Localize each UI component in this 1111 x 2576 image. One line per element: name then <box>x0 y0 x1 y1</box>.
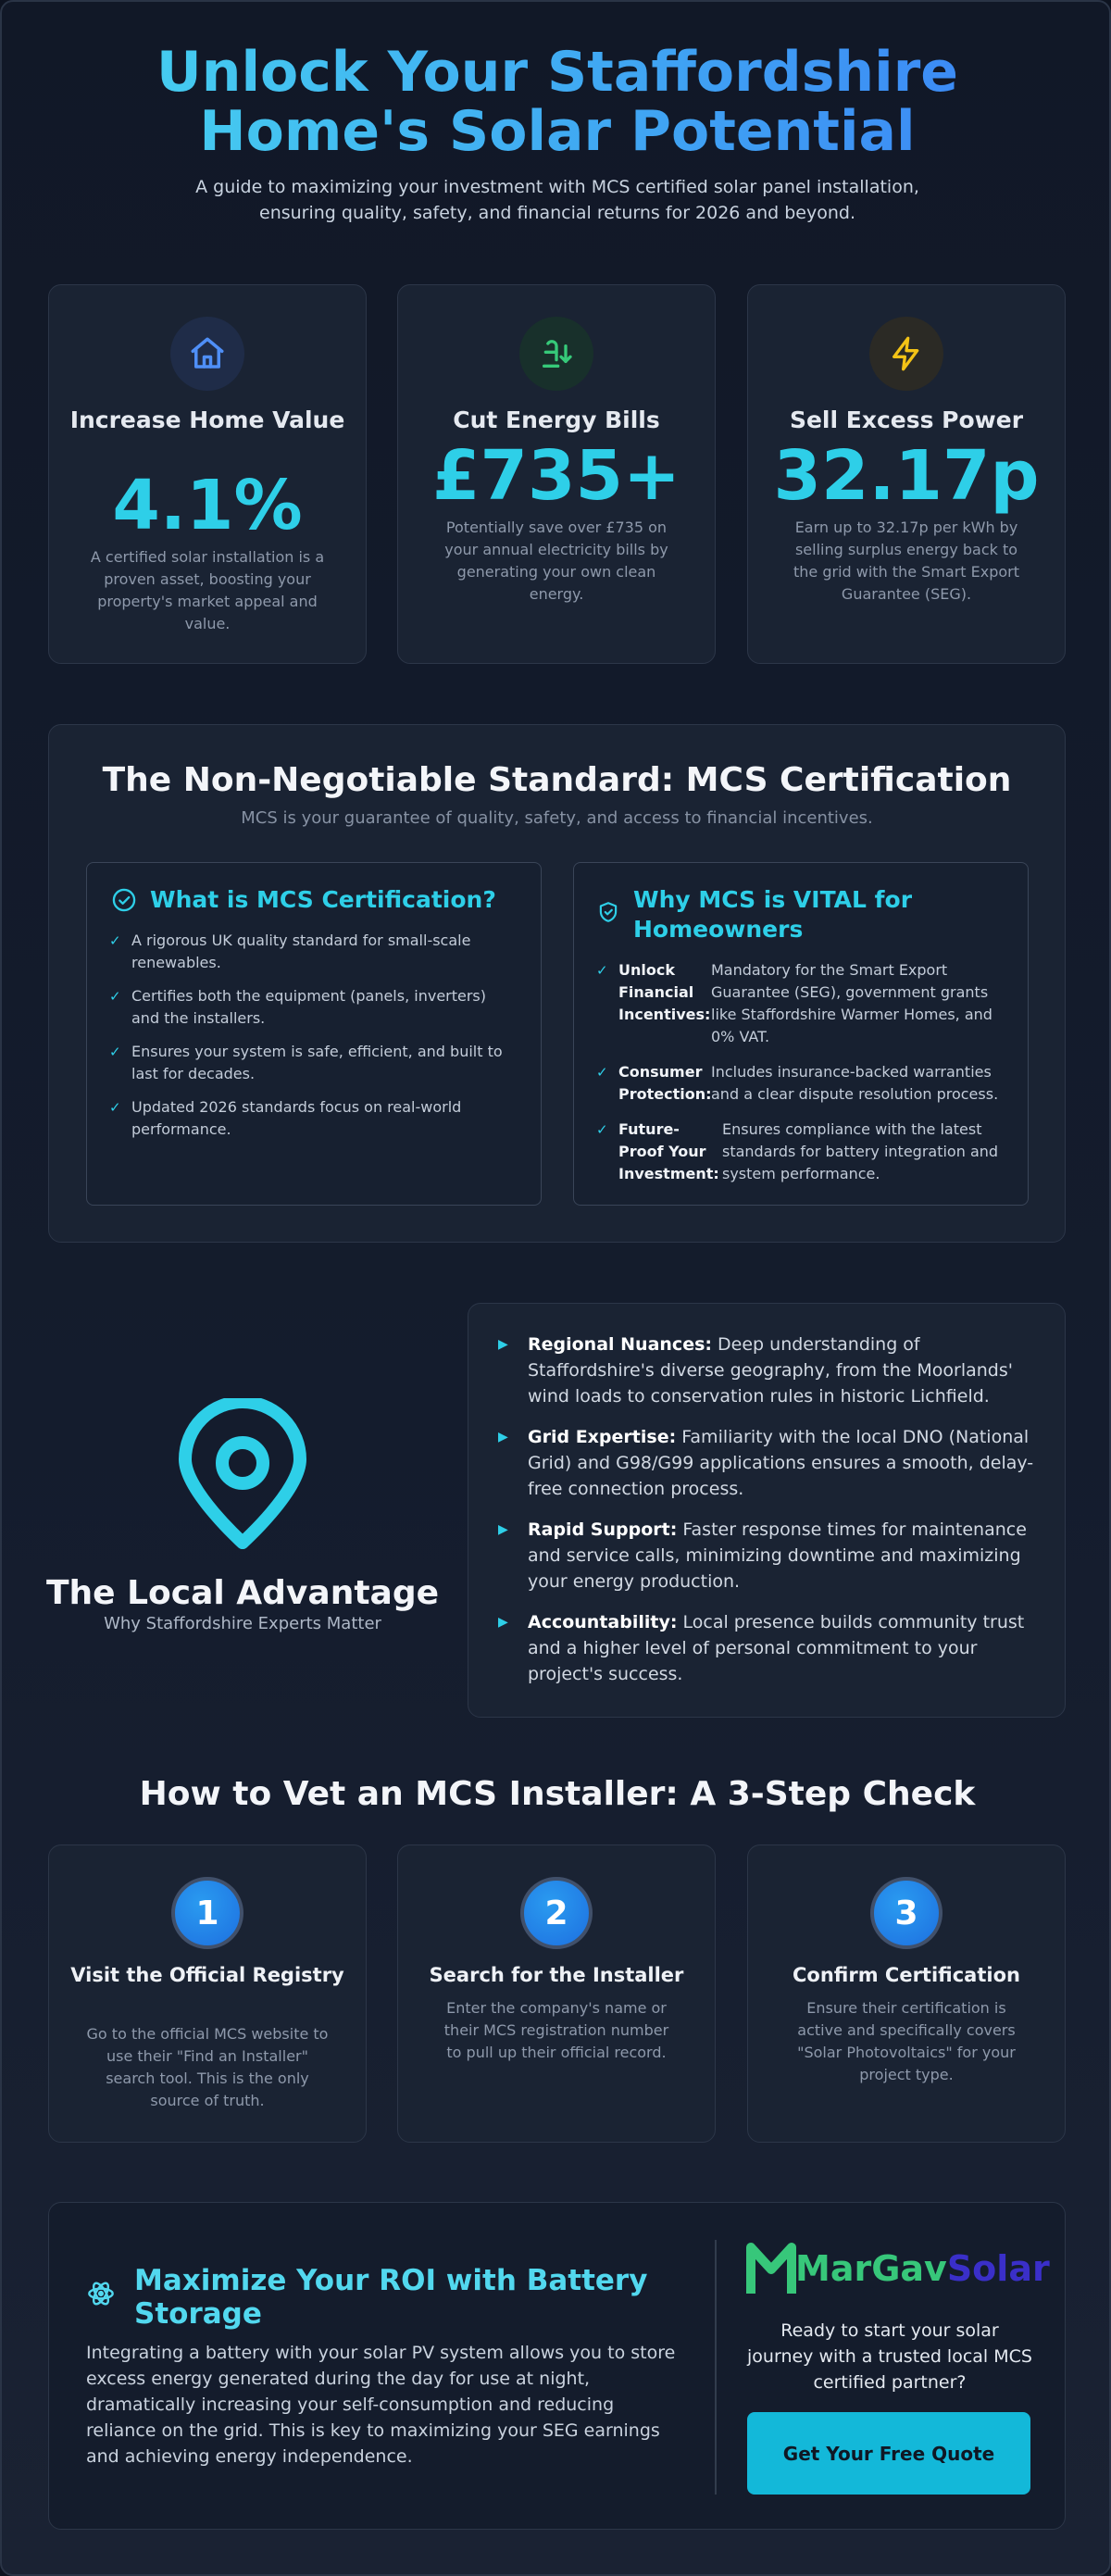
stat-description: Earn up to 32.17p per kWh by selling surplus energy back to the grid with the Smart Export Guarantee (SEG). <box>793 519 1019 603</box>
list-item: ✓ A rigorous UK quality standard for small-scale renewables. <box>109 932 471 971</box>
page-subtitle: A guide to maximizing your investment with MCS certified solar panel installation, ensuring quality, safety, and financial returns for 2026 and beyond. <box>195 177 919 223</box>
triangle-right-icon: ▶ <box>498 1337 508 1352</box>
local-advantage-list <box>498 1332 1037 1702</box>
list-item: ✓ Certifies both the equipment (panels, inverters) and the installers. <box>109 987 487 1027</box>
local-advantage-title: The Local Advantage <box>45 1574 440 1612</box>
step-title: Visit the Official Registry <box>70 1964 344 1986</box>
local-advantage-subtitle: Why Staffordshire Experts Matter <box>104 1614 381 1633</box>
list-item: ▶ Grid Expertise: Familiarity with the local DNO (National Grid) and G98/G99 applications ensures a smooth, delay-free connection process. <box>498 1424 1037 1502</box>
mcs-section <box>48 724 1066 1243</box>
check-icon: ✓ <box>109 988 121 1005</box>
step-title: Confirm Certification <box>793 1964 1020 1986</box>
stat-title: Cut Energy Bills <box>453 406 660 433</box>
check-icon: ✓ <box>596 962 608 979</box>
brand-logo-icon <box>745 2240 797 2303</box>
brand-logo-text: MarGavSolar <box>795 2248 1050 2289</box>
stat-card-sell-power <box>747 284 1066 664</box>
step-card-1 <box>48 1844 367 2143</box>
why-mcs-vital-title: Why MCS is VITAL for Homeowners <box>633 886 913 943</box>
stat-title: Sell Excess Power <box>789 406 1024 433</box>
stat-value: 4.1% <box>112 466 303 545</box>
local-advantage-card <box>468 1303 1066 1718</box>
triangle-right-icon: ▶ <box>498 1615 508 1630</box>
mcs-title: The Non-Negotiable Standard: MCS Certification <box>102 761 1012 799</box>
step-number-badge: 3 <box>870 1877 942 1949</box>
step-card-3 <box>747 1844 1066 2143</box>
step-description: Ensure their certification is active and specifically covers "Solar Photovoltaics" for your project type. <box>797 1999 1016 2083</box>
step-card-2 <box>397 1844 716 2143</box>
what-is-mcs-title: What is MCS Certification? <box>150 886 496 913</box>
get-free-quote-button[interactable]: Get Your Free Quote <box>747 2412 1030 2495</box>
divider <box>715 2240 717 2495</box>
stat-description: A certified solar installation is a proven asset, boosting your property's market appeal and value. <box>90 548 325 632</box>
list-item: ▶ Accountability: Local presence builds community trust and a higher level of personal commitment to your project's success. <box>498 1609 1037 1687</box>
shield-check-icon <box>596 900 620 928</box>
check-circle-icon <box>111 887 137 917</box>
map-pin-icon <box>176 1398 309 1554</box>
why-mcs-vital-list <box>596 959 1005 1198</box>
mcs-subtitle: MCS is your guarantee of quality, safety, and access to financial incentives. <box>241 808 873 828</box>
roi-title: Maximize Your ROI with Battery Storage <box>134 2264 648 2331</box>
lightning-icon <box>869 317 943 391</box>
list-item: ▶ Regional Nuances: Deep understanding of Staffordshire's diverse geography, from the Moorlands' wind loads to conservation rules in historic Lichfield. <box>498 1332 1037 1409</box>
what-is-mcs-card <box>86 862 542 1206</box>
list-item: ✓ Future-Proof Your Investment: Ensures compliance with the latest standards for battery integration and system performance. <box>596 1120 999 1182</box>
stat-title: Increase Home Value <box>69 406 345 433</box>
triangle-right-icon: ▶ <box>498 1430 508 1444</box>
stat-card-home-value <box>48 284 367 664</box>
list-item: ✓ Consumer Protection: Includes insurance-backed warranties and a clear dispute resolution process. <box>596 1063 999 1103</box>
vet-title: How to Vet an MCS Installer: A 3-Step Check <box>139 1775 976 1813</box>
home-icon <box>170 317 244 391</box>
list-item: ✓ Unlock Financial Incentives: Mandatory for the Smart Export Guarantee (SEG), government grants like Staffordshire Warmer Homes, and 0% VAT. <box>596 961 992 1045</box>
atom-icon <box>86 2279 116 2312</box>
stat-description: Potentially save over £735 on your annual electricity bills by generating your own clean energy. <box>444 519 668 603</box>
check-icon: ✓ <box>109 1044 121 1060</box>
stat-value: 32.17p <box>773 436 1040 516</box>
list-item: ▶ Rapid Support: Faster response times for maintenance and service calls, minimizing downtime and maximizing your energy production. <box>498 1517 1037 1594</box>
check-icon: ✓ <box>596 1121 608 1138</box>
step-number-badge: 1 <box>171 1877 243 1949</box>
pound-down-icon <box>519 317 593 391</box>
triangle-right-icon: ▶ <box>498 1522 508 1537</box>
what-is-mcs-list <box>109 930 518 1152</box>
check-icon: ✓ <box>596 1064 608 1081</box>
check-icon: ✓ <box>109 1099 121 1116</box>
page-title: Unlock Your Staffordshire Home's Solar Potential <box>39 43 1076 161</box>
roi-cta-section <box>48 2202 1066 2530</box>
list-item: ✓ Ensures your system is safe, efficient, and built to last for decades. <box>109 1043 503 1082</box>
why-mcs-vital-card <box>573 862 1029 1206</box>
check-icon: ✓ <box>109 932 121 949</box>
step-number-badge: 2 <box>520 1877 593 1949</box>
roi-text: Integrating a battery with your solar PV system allows you to store excess energy generated during the day for use at night, dramatically increasing your self-consumption and reducing reliance on the grid. This is key to maximizing your SEG earnings and achieving energy independence. <box>86 2343 676 2467</box>
cta-text: Ready to start your solar journey with a trusted local MCS certified partner? <box>747 2320 1032 2393</box>
step-description: Go to the official MCS website to use their "Find an Installer" search tool. This is the only source of truth. <box>86 2025 329 2109</box>
step-title: Search for the Installer <box>429 1964 684 1986</box>
list-item: ✓ Updated 2026 standards focus on real-world performance. <box>109 1098 462 1138</box>
stat-card-energy-bills <box>397 284 716 664</box>
step-description: Enter the company's name or their MCS registration number to pull up their official record. <box>443 1999 669 2061</box>
stat-value: £735+ <box>432 436 680 516</box>
